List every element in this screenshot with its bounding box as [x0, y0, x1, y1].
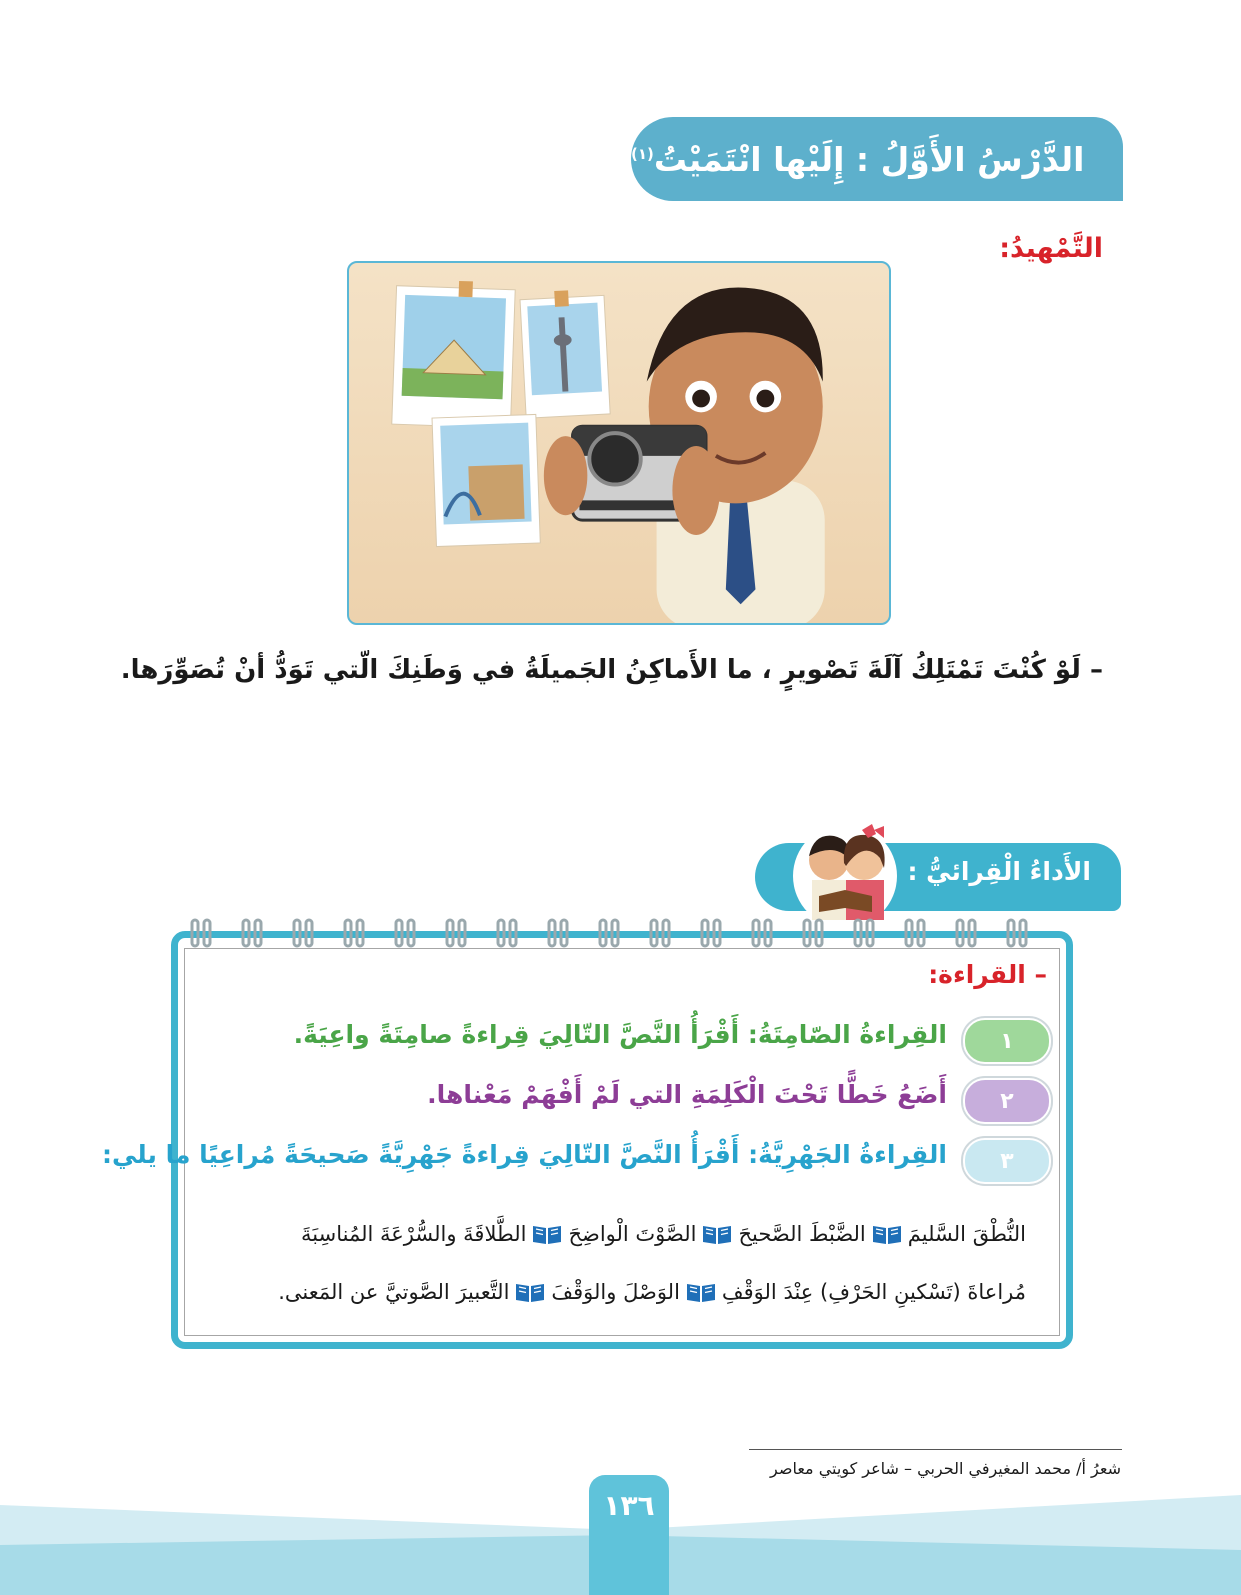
open-book-icon: [515, 1281, 545, 1303]
open-book-icon: [702, 1223, 732, 1245]
reading-item-silent: [201, 1018, 1051, 1064]
ring: [294, 920, 312, 946]
item-text: أَضَعُ خَطًّا تَحْتَ الْكَلِمَةِ التي لَمْ أَفْهَمْ مَعْناها.: [427, 1080, 947, 1109]
ring: [600, 920, 618, 946]
item-text: القِراءةُ الجَهْرِيَّةُ: أَقْرَأُ النَّصَّ التّالِيَ قِراءةً جَهْرِيَّةً صَحيحَةً مُراعِيًا ما يلي:: [101, 1140, 947, 1169]
item-number-badge: ٢: [963, 1078, 1051, 1124]
skill-text: التَّعبيرَ الصَّوتيَّ عن المَعنى.: [278, 1280, 510, 1304]
footnote-rule: [749, 1449, 1122, 1450]
open-book-icon: [872, 1223, 902, 1245]
ring: [498, 920, 516, 946]
reading-item-aloud: [101, 1138, 1051, 1184]
open-book-icon: [686, 1281, 716, 1303]
ring: [345, 920, 363, 946]
ring: [906, 920, 924, 946]
skill-text: مُراعاةَ (تَسْكينِ الحَرْفِ) عِنْدَ الوَقْفِ: [721, 1280, 1026, 1304]
ring: [447, 920, 465, 946]
skill-text: الطَّلاقَةَ والسُّرْعَةَ المُناسِبَةَ: [301, 1222, 527, 1246]
skill-text: الوَصْلَ والوَقْفَ: [551, 1280, 680, 1304]
skills-row-1: [301, 1222, 1026, 1246]
item-number-badge: ١: [963, 1018, 1051, 1064]
skill-text: الضَّبْطَ الصَّحيحَ: [738, 1222, 866, 1246]
footnote-marker: (١): [631, 144, 654, 163]
lesson-title: الدَّرْسُ الأَوَّلُ : إِلَيْها انْتَمَيْتُ$^{(١)}$: [631, 139, 1085, 179]
page-number-tab: [589, 1475, 669, 1595]
reading-heading: – القراءة:: [928, 960, 1047, 989]
ring: [804, 920, 822, 946]
reading-item-underline: [201, 1078, 1051, 1124]
boy-with-camera-illustration: [349, 263, 889, 623]
ring: [192, 920, 210, 946]
skill-text: النُّطْقَ السَّليمَ: [907, 1222, 1026, 1246]
ring: [753, 920, 771, 946]
skills-row-2: [278, 1280, 1026, 1304]
photo-tent: [392, 279, 516, 428]
ring: [702, 920, 720, 946]
intro-illustration: [347, 261, 891, 625]
item-text: القِراءةُ الصّامِتَةُ: أَقْرَأُ النَّصَّ التّالِيَ قِراءةً صامِتَةً واعِيَةً.: [293, 1020, 947, 1049]
photo-building: [432, 414, 540, 546]
ring: [855, 920, 873, 946]
open-book-icon: [532, 1223, 562, 1245]
ring: [549, 920, 567, 946]
item-number-badge: ٣: [963, 1138, 1051, 1184]
ring: [957, 920, 975, 946]
skill-text: الصَّوْتَ الْواضِحَ: [568, 1222, 697, 1246]
page-number: ١٣٦: [603, 1489, 655, 1522]
kids-reading-icon: [784, 818, 906, 926]
intro-heading: التَّمْهيدُ:: [999, 233, 1103, 264]
lesson-title-banner: [631, 117, 1123, 201]
footnote-text: شعرُ أ/ محمد المغيرفي الحربي – شاعر كويتي معاصر: [770, 1459, 1121, 1478]
photo-tower: [520, 288, 611, 418]
ring: [1008, 920, 1026, 946]
ring: [396, 920, 414, 946]
spiral-rings: [190, 918, 1050, 962]
ring: [651, 920, 669, 946]
reading-performance-label: الأَداءُ الْقِرائيُّ :: [907, 857, 1091, 886]
ring: [243, 920, 261, 946]
intro-question: – لَوْ كُنْتَ تَمْتَلِكُ آلَةَ تَصْويرٍ ، ما الأَماكِنُ الجَميلَةُ في وَطَنِكَ الّتي تَوَدُّ أنْ تُصَوِّرَها.: [120, 655, 1103, 685]
